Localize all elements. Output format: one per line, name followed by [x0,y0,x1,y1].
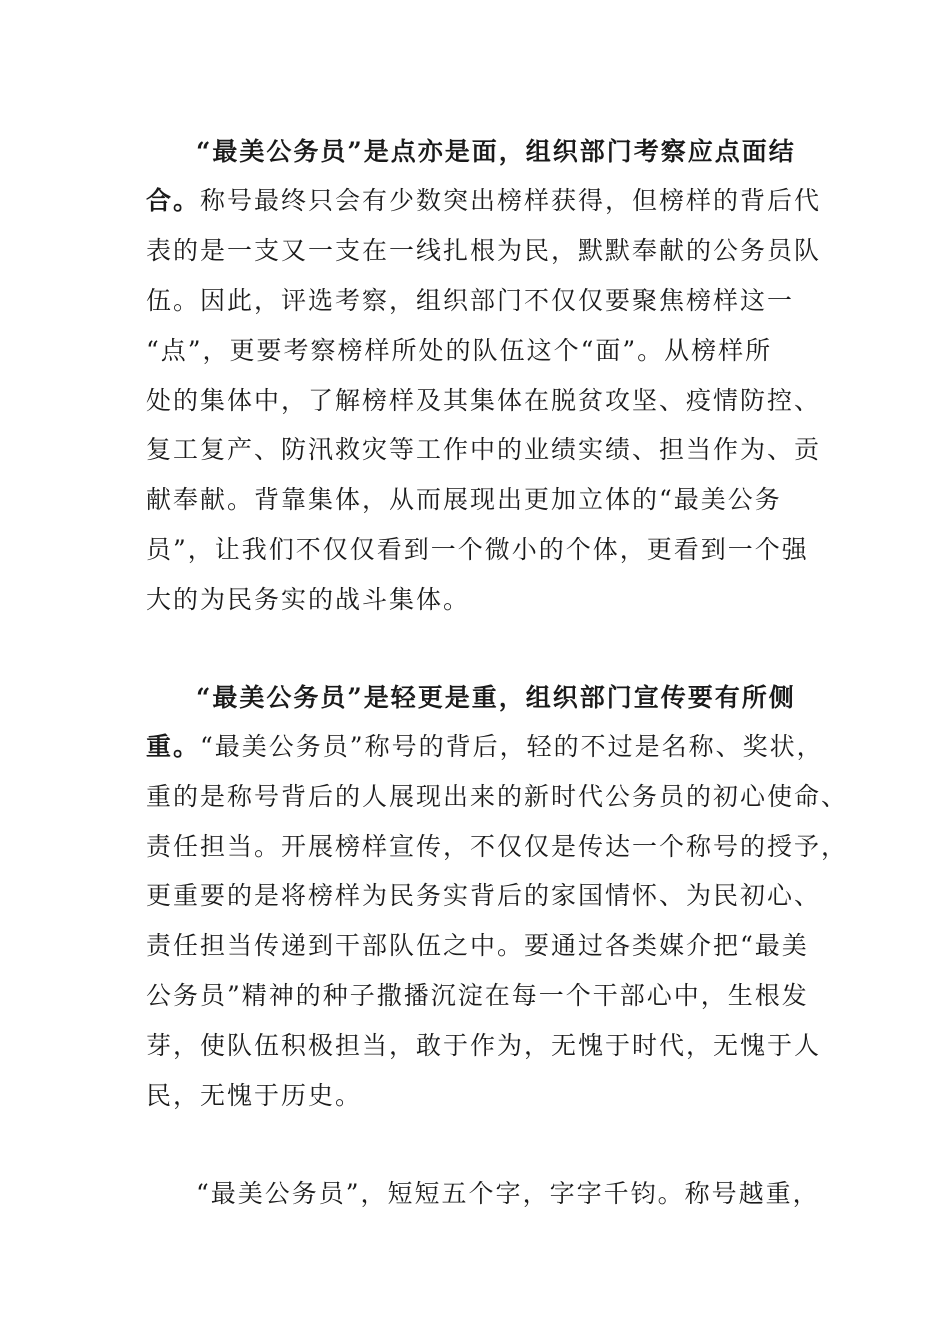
paragraph-1-line-10: 大的为民务实的战斗集体。 [146,585,471,614]
paragraph-2-line-2: 重。“最美公务员”称号的背后，轻的不过是名称、奖状， [146,732,824,761]
paragraph-2-line-3: 重的是称号背后的人展现出来的新时代公务员的初心使命、 [146,782,849,811]
paragraph-1-line-8: 献奉献。背靠集体，从而展现出更加立体的“最美公务 [146,485,782,514]
paragraph-1-heading: “最美公务员”是点亦是面，组织部门考察应点面结 [196,137,796,166]
paragraph-1-line-2: 合。称号最终只会有少数突出榜样获得，但榜样的背后代 [146,186,822,215]
paragraph-3-line-1: “最美公务员”，短短五个字，字字千钧。称号越重， [196,1179,820,1208]
paragraph-1-line-7: 复工复产、防汛救灾等工作中的业绩实绩、担当作为、贡 [146,435,822,464]
paragraph-2-line-5: 更重要的是将榜样为民务实背后的家国情怀、为民初心、 [146,881,822,910]
paragraph-2-line-1 [196,673,796,723]
paragraph-1-line-6: 处的集体中，了解榜样及其集体在脱贫攻坚、疫情防控、 [146,386,822,415]
paragraph-2-line-6: 责任担当传递到干部队伍之中。要通过各类媒介把“最美 [146,931,809,960]
paragraph-2-line-4: 责任担当。开展榜样宣传，不仅仅是传达一个称号的授予， [146,832,849,861]
paragraph-2-heading-end: 重。 [146,732,201,761]
paragraph-2-line-7: 公务员”精神的种子撒播沉淀在每一个干部心中，生根发 [146,981,809,1010]
paragraph-1-line-4: 伍。因此，评选考察，组织部门不仅仅要聚焦榜样这一 [146,286,795,315]
paragraph-1-line-9: 员”，让我们不仅仅看到一个微小的个体，更看到一个强 [146,535,809,564]
paragraph-2-heading: “最美公务员”是轻更是重，组织部门宣传要有所侧 [196,683,796,712]
paragraph-2-line-8: 芽，使队伍积极担当，敢于作为，无愧于时代，无愧于人 [146,1031,822,1060]
paragraph-1-line-3: 表的是一支又一支在一线扎根为民，默默奉献的公务员队 [146,236,822,265]
paragraph-1-line-5: “点”，更要考察榜样所处的队伍这个“面”。从榜样所 [146,336,773,365]
paragraph-1-line-1 [196,127,796,177]
paragraph-1-heading-end: 合。 [146,186,201,215]
paragraph-2-line-9: 民，无愧于历史。 [146,1081,363,1110]
